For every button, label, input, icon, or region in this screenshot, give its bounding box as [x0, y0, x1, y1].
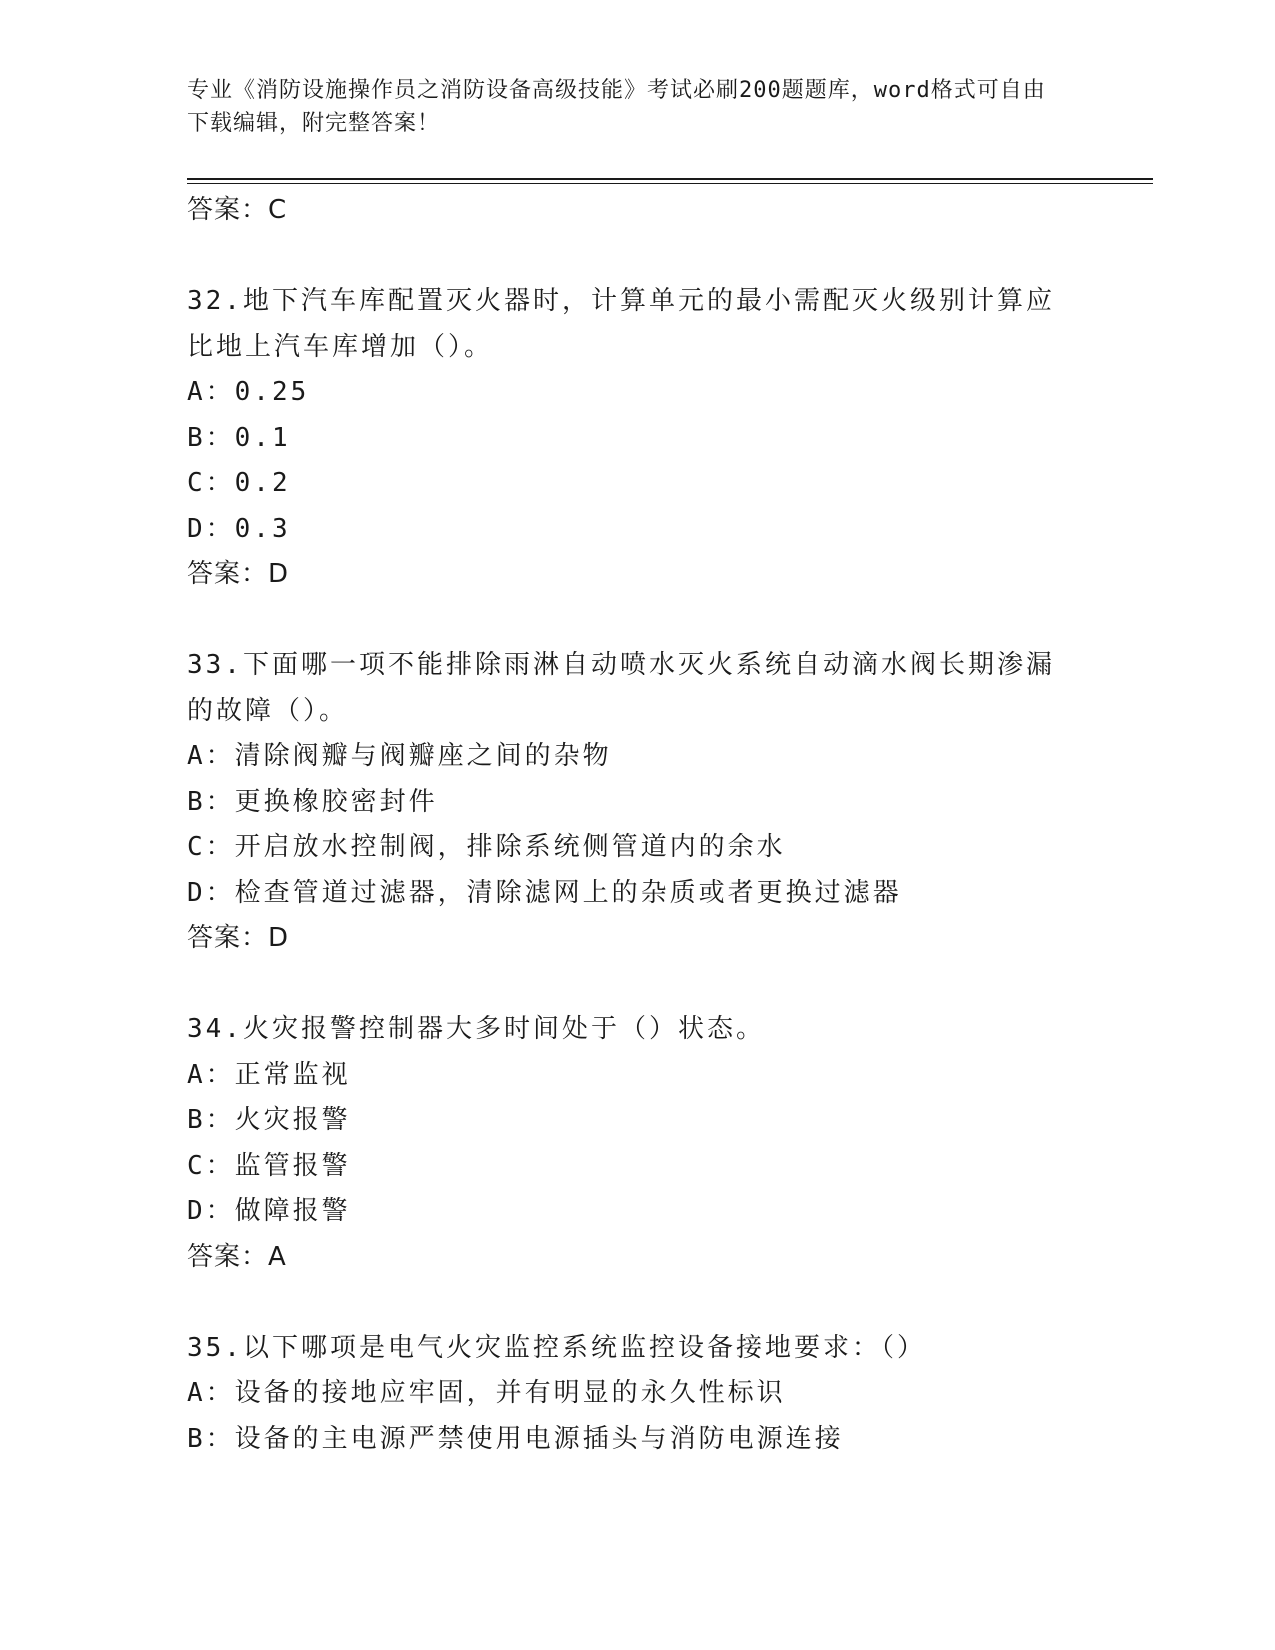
- question-34-answer: 答案：A: [187, 1241, 287, 1272]
- spacer: [187, 1280, 1087, 1326]
- question-34-option-d: D：做障报警: [187, 1196, 351, 1226]
- header-rule-thin: [187, 183, 1153, 184]
- document-header: 专业《消防设施操作员之消防设备高级技能》考试必刷200题题库，word格式可自由下载编辑，附完整答案！: [187, 78, 1046, 136]
- question-32-option-a: A：0.25: [187, 377, 310, 407]
- question-32-stem: 32.地下汽车库配置灭火器时，计算单元的最小需配灭火级别计算应比地上汽车库增加（）。: [187, 286, 1055, 362]
- question-33-stem: 33.下面哪一项不能排除雨淋自动喷水灭火系统自动滴水阀长期渗漏的故障（）。: [187, 650, 1055, 726]
- question-33-option-a: A：清除阀瓣与阀瓣座之间的杂物: [187, 741, 612, 771]
- question-32-option-d: D：0.3: [187, 513, 291, 544]
- question-35-stem: 35.以下哪项是电气火灾监控系统监控设备接地要求：（）: [187, 1332, 926, 1363]
- header-rule-thick: [187, 178, 1153, 180]
- question-33-option-b: B：更换橡胶密封件: [187, 786, 438, 817]
- question-34-option-a: A：正常监视: [187, 1059, 351, 1090]
- question-35-option-a: A：设备的接地应牢固，并有明显的永久性标识: [187, 1378, 786, 1408]
- question-34-option-b: B：火灾报警: [187, 1105, 351, 1135]
- question-35-option-b: B：设备的主电源严禁使用电源插头与消防电源连接: [187, 1423, 844, 1454]
- spacer: [187, 962, 1087, 1008]
- question-32-option-b: B：0.1: [187, 422, 291, 453]
- spacer: [187, 598, 1087, 644]
- question-32-answer: 答案：D: [187, 559, 290, 589]
- question-33-option-c: C：开启放水控制阀，排除系统侧管道内的余水: [187, 832, 786, 862]
- spacer: [187, 234, 1087, 280]
- question-list: [187, 188, 1087, 1462]
- question-33-option-d: D：检查管道过滤器，清除滤网上的杂质或者更换过滤器: [187, 877, 902, 908]
- question-34-stem: 34.火灾报警控制器大多时间处于（）状态。: [187, 1014, 765, 1044]
- question-33-answer: 答案：D: [187, 923, 290, 953]
- answer-31: 答案：C: [187, 195, 288, 225]
- question-32-option-c: C：0.2: [187, 468, 291, 498]
- question-34-option-c: C：监管报警: [187, 1150, 351, 1181]
